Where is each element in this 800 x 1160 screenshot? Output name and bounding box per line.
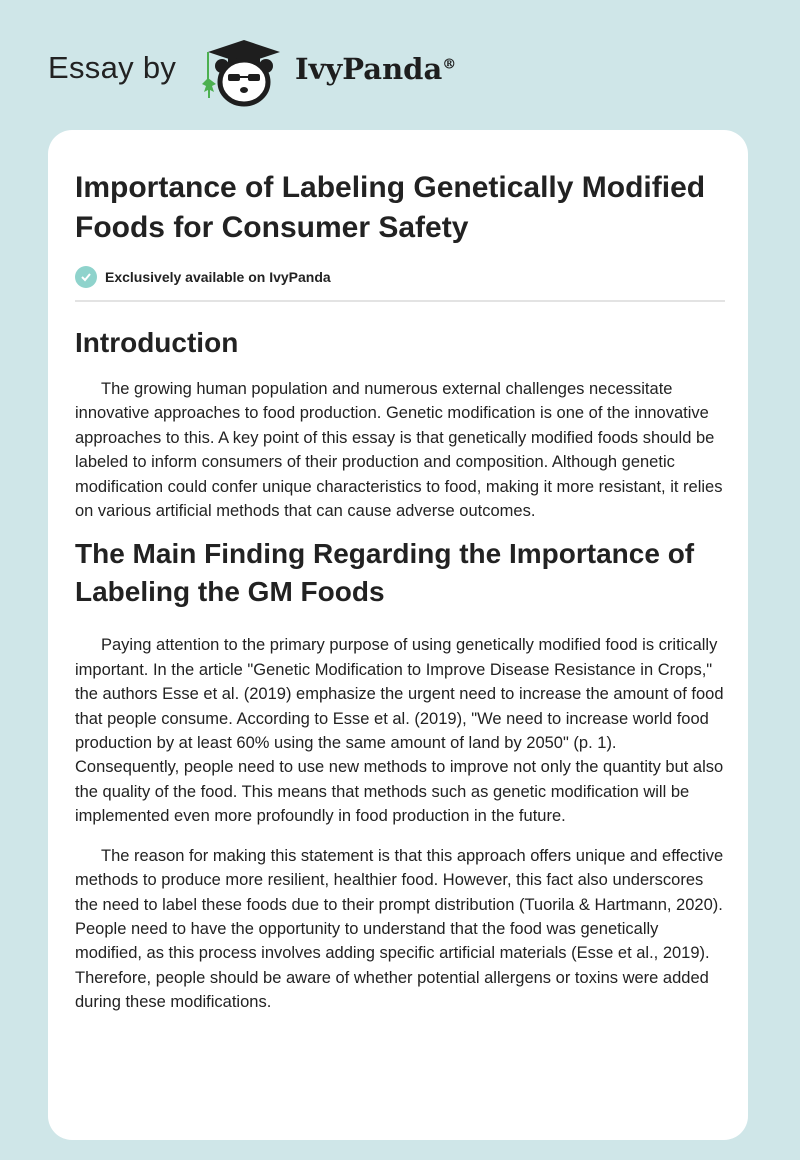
paragraph: The growing human population and numerous external challenges necessitate innovative approaches to food production. Genetic modification is one of the innovative approaches to this. A key point of this essay is that genetically modified foods should be labeled to inform consumers of their production and composition. Although genetic modification could confer unique characteristics to food, making it more resistant, it relies on various artificial methods that can cause adverse outcomes. [75,380,723,521]
divider [75,300,725,302]
essay-title: Importance of Labeling Genetically Modified Foods for Consumer Safety [75,171,706,244]
essay-by-label: Essay by [48,50,177,85]
check-icon [75,266,97,288]
exclusive-text: Exclusively available on IvyPanda [105,269,331,285]
registered-mark: ® [442,56,457,73]
section-heading-main-finding: The Main Finding Regarding the Importance of Labeling the GM Foods [75,538,695,608]
paragraph: Paying attention to the primary purpose of using genetically modified food is critically important. In the article "Genetic Modification to Improve Disease Resistance in Crops," the authors Esse et al. (2019) emphasize the urgent need to increase the amount of food that people consume. According to Esse et al. (2019), "We need to increase world food production by at least 60% using the same amount of land by 2050" (p. 1). Consequently, people need to use new methods to improve not only the quantity but also the quality of the food. This means that methods such as genetic modification will be implemented even more profoundly in food production in the future. [75,636,724,826]
ivypanda-logo-icon[interactable] [200,36,286,108]
essay-card [48,130,748,1140]
paragraph: The reason for making this statement is that this approach offers unique and effective methods to produce more resilient, healthier food. However, this fact also underscores the need to label these foods due to their prompt distribution (Tuorila & Hartmann, 2020). People need to have the opportunity to understand that the food was genetically modified, as this process involves adding specific artificial materials (Esse et al., 2019). Therefore, people should be aware of whether potential allergens or toxins were added during these modifications. [75,846,724,1012]
brand-name [295,52,456,86]
exclusive-badge [75,266,725,288]
brand-text: IvyPanda [295,52,443,86]
site-header [0,36,800,108]
section-heading-introduction: Introduction [75,327,239,358]
